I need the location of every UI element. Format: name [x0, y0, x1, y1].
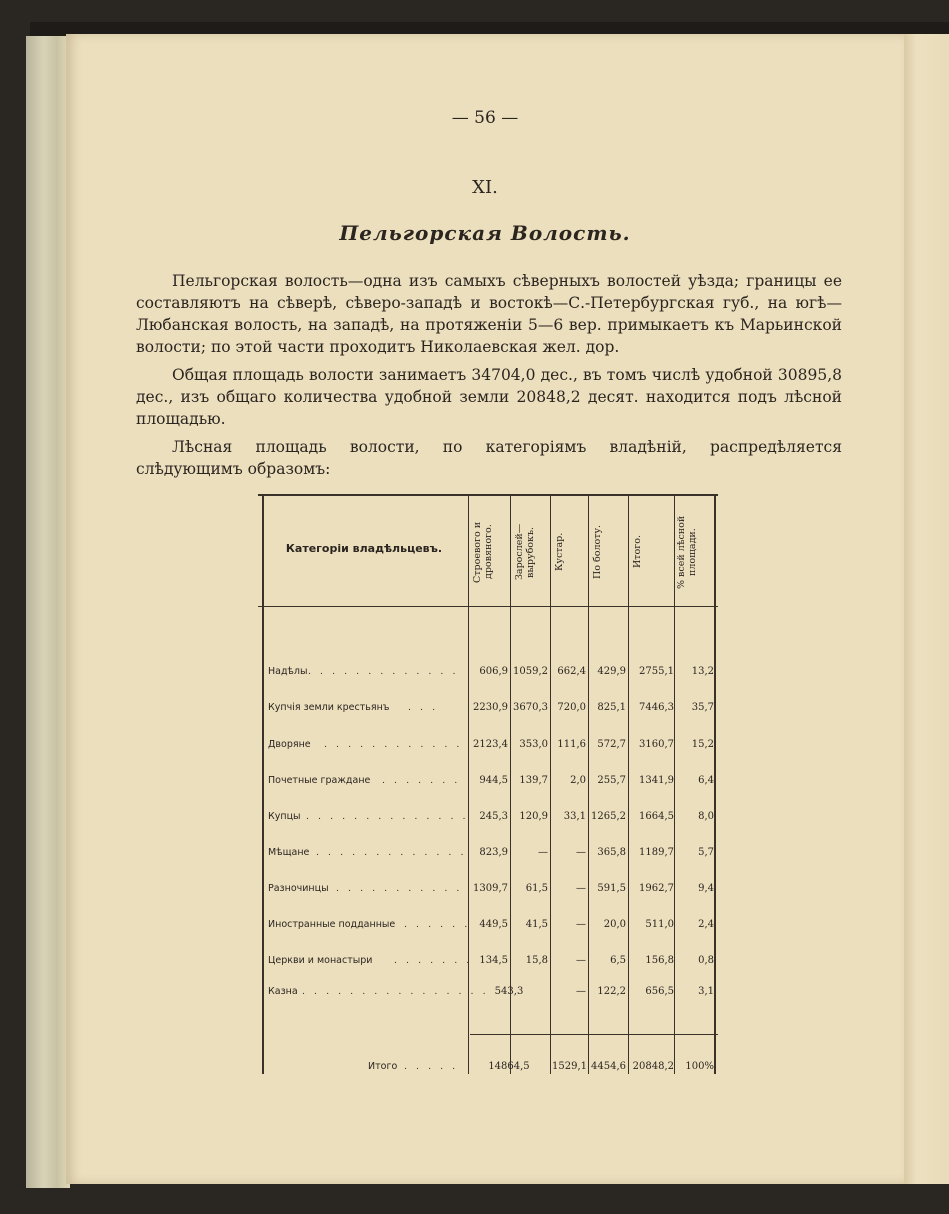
- leader-dots: . . . . . . . . . . . .: [324, 739, 463, 750]
- book-page: [66, 34, 904, 1184]
- cell: 1309,7: [473, 883, 508, 894]
- cell: 3,1: [698, 986, 714, 997]
- row-label: Мѣщане: [268, 847, 310, 858]
- cell: 662,4: [557, 666, 586, 677]
- cell: 2230,9: [473, 702, 508, 713]
- leader-dots: . . . . . . . . . . . . . .: [306, 811, 469, 822]
- header-col-percent: % всей лѣсной площади.: [676, 515, 698, 589]
- cell: 5,7: [698, 847, 714, 858]
- cell: 8,0: [698, 811, 714, 822]
- cell: 156,8: [645, 955, 674, 966]
- cell: 825,1: [597, 702, 626, 713]
- leader-dots: . . . . . . . . . . . . .: [316, 847, 467, 858]
- leader-dots: . . . . . . .: [394, 955, 473, 966]
- header-rule: [258, 606, 718, 607]
- row-label: Разночинцы: [268, 883, 329, 894]
- table-row: [258, 811, 718, 831]
- paragraph-1: Пельгорская волость—одна изъ самыхъ сѣверныхъ волостей уѣзда; границы ее составляютъ на сѣверѣ, сѣверо-западѣ и востокѣ—С.-Петербургская губ., на югѣ—Любанская волость, на западѣ, на протяженіи 5—6 вер. примыкаетъ къ Марьинской волости; по этой части проходитъ Николаевская жел. дор.: [136, 272, 842, 356]
- cell: 1664,5: [639, 811, 674, 822]
- cell: 20,0: [603, 919, 626, 930]
- row-label: Купцы: [268, 811, 301, 822]
- cell: 122,2: [597, 986, 626, 997]
- leader-dots: . . . . . .: [404, 919, 471, 930]
- cell: 15,2: [691, 739, 714, 750]
- leader-dots: . . . . . . . . . . . . . . . .: [302, 986, 489, 997]
- row-label: Дворяне: [268, 739, 311, 750]
- paragraph-3: Лѣсная площадь волости, по категоріямъ владѣній, распредѣляется слѣдующимъ образомъ:: [136, 438, 842, 478]
- cell: —: [576, 986, 586, 997]
- cell: 6,5: [610, 955, 626, 966]
- page-number: — 56 —: [451, 108, 519, 128]
- cell: 134,5: [479, 955, 508, 966]
- total-cell: 4454,6: [591, 1061, 626, 1072]
- table-total-row: [258, 1061, 718, 1081]
- row-label: Иностранные подданные: [268, 919, 396, 930]
- cell: 41,5: [525, 919, 548, 930]
- header-col-regrowth: Зарослей—вырубокъ.: [514, 523, 536, 581]
- total-rule: [470, 1034, 718, 1035]
- row-label: Почетные граждане: [268, 775, 371, 786]
- total-cell: 100%: [685, 1061, 714, 1072]
- cell: 35,7: [691, 702, 714, 713]
- cell: 429,9: [597, 666, 626, 677]
- cell: 111,6: [557, 739, 586, 750]
- cell: 3670,3: [513, 702, 548, 713]
- total-merged: 14864,5: [488, 1061, 530, 1072]
- header-col-timber: Строевого и дровяного.: [472, 521, 494, 583]
- cell: 591,5: [597, 883, 626, 894]
- cell: 353,0: [519, 739, 548, 750]
- row-label: Купчія земли крестьянъ: [268, 702, 390, 713]
- cell: —: [538, 847, 548, 858]
- cell: 2755,1: [639, 666, 674, 677]
- cell: 1341,9: [639, 775, 674, 786]
- cell: 572,7: [597, 739, 626, 750]
- cell: 2,0: [570, 775, 586, 786]
- cell: 1189,7: [639, 847, 674, 858]
- table-row: [258, 847, 718, 867]
- cell: 656,5: [645, 986, 674, 997]
- next-page-edge: [902, 34, 949, 1184]
- header-category: Категоріи владѣльцевъ.: [285, 542, 443, 555]
- table-row: [258, 883, 718, 903]
- cell: 2,4: [698, 919, 714, 930]
- row-label: Церкви и монастыри: [268, 955, 373, 966]
- cell: 9,4: [698, 883, 714, 894]
- section-title: Пельгорская Волость.: [339, 221, 631, 245]
- cell: 0,8: [698, 955, 714, 966]
- cell: 7446,3: [639, 702, 674, 713]
- table-top-rule: [258, 494, 718, 496]
- chapter-number: XI.: [472, 177, 498, 198]
- cell: 120,9: [519, 811, 548, 822]
- cell: 1265,2: [591, 811, 626, 822]
- cell: 6,4: [698, 775, 714, 786]
- cell-merged: 543,3: [494, 986, 524, 997]
- cell: 365,8: [597, 847, 626, 858]
- table-row: [258, 702, 718, 722]
- cell: —: [576, 847, 586, 858]
- cell: 1059,2: [513, 666, 548, 677]
- cell: —: [576, 955, 586, 966]
- leader-dots: . . . . . . . . . . . . .: [308, 666, 459, 677]
- cell: 61,5: [525, 883, 548, 894]
- cell: 3160,7: [639, 739, 674, 750]
- header-col-swamp: По болоту.: [592, 524, 603, 580]
- leader-dots: . . . . . . . . . . .: [336, 883, 463, 894]
- table-row: [258, 919, 718, 939]
- table-row: [258, 986, 718, 1006]
- header-col-total: Итого.: [632, 535, 643, 569]
- cell: 606,9: [479, 666, 508, 677]
- leader-dots: . . . . .: [404, 1061, 459, 1072]
- total-label: Итого: [368, 1061, 398, 1072]
- forest-area-table: [258, 494, 718, 1074]
- cell: 255,7: [597, 775, 626, 786]
- leader-dots: . . . . . . .: [382, 775, 461, 786]
- cell: 2123,4: [473, 739, 508, 750]
- cell: 33,1: [563, 811, 586, 822]
- cell: 449,5: [479, 919, 508, 930]
- cell: 823,9: [479, 847, 508, 858]
- header-col-shrub: Кустар.: [554, 532, 565, 572]
- cell: 245,3: [479, 811, 508, 822]
- row-label: Казна: [268, 986, 298, 997]
- cell: 720,0: [557, 702, 586, 713]
- cell: 944,5: [479, 775, 508, 786]
- cell: 15,8: [525, 955, 548, 966]
- table-row: [258, 666, 718, 686]
- table-row: [258, 955, 718, 975]
- cell: 13,2: [691, 666, 714, 677]
- table-row: [258, 739, 718, 759]
- total-cell: 1529,1: [552, 1061, 587, 1072]
- total-cell: 20848,2: [632, 1061, 674, 1072]
- cell: —: [576, 883, 586, 894]
- leader-dots: . . .: [408, 702, 439, 713]
- cell: —: [576, 919, 586, 930]
- table-row: [258, 775, 718, 795]
- row-label: Надѣлы: [268, 666, 308, 677]
- cell: 139,7: [519, 775, 548, 786]
- cell: 511,0: [645, 919, 674, 930]
- paragraph-2: Общая площадь волости занимаетъ 34704,0 дес., въ томъ числѣ удобной 30895,8 дес., изъ общаго количества удобной земли 20848,2 десят. находится подъ лѣсной площадью.: [136, 366, 842, 428]
- book-spine: [26, 36, 70, 1188]
- cell: 1962,7: [639, 883, 674, 894]
